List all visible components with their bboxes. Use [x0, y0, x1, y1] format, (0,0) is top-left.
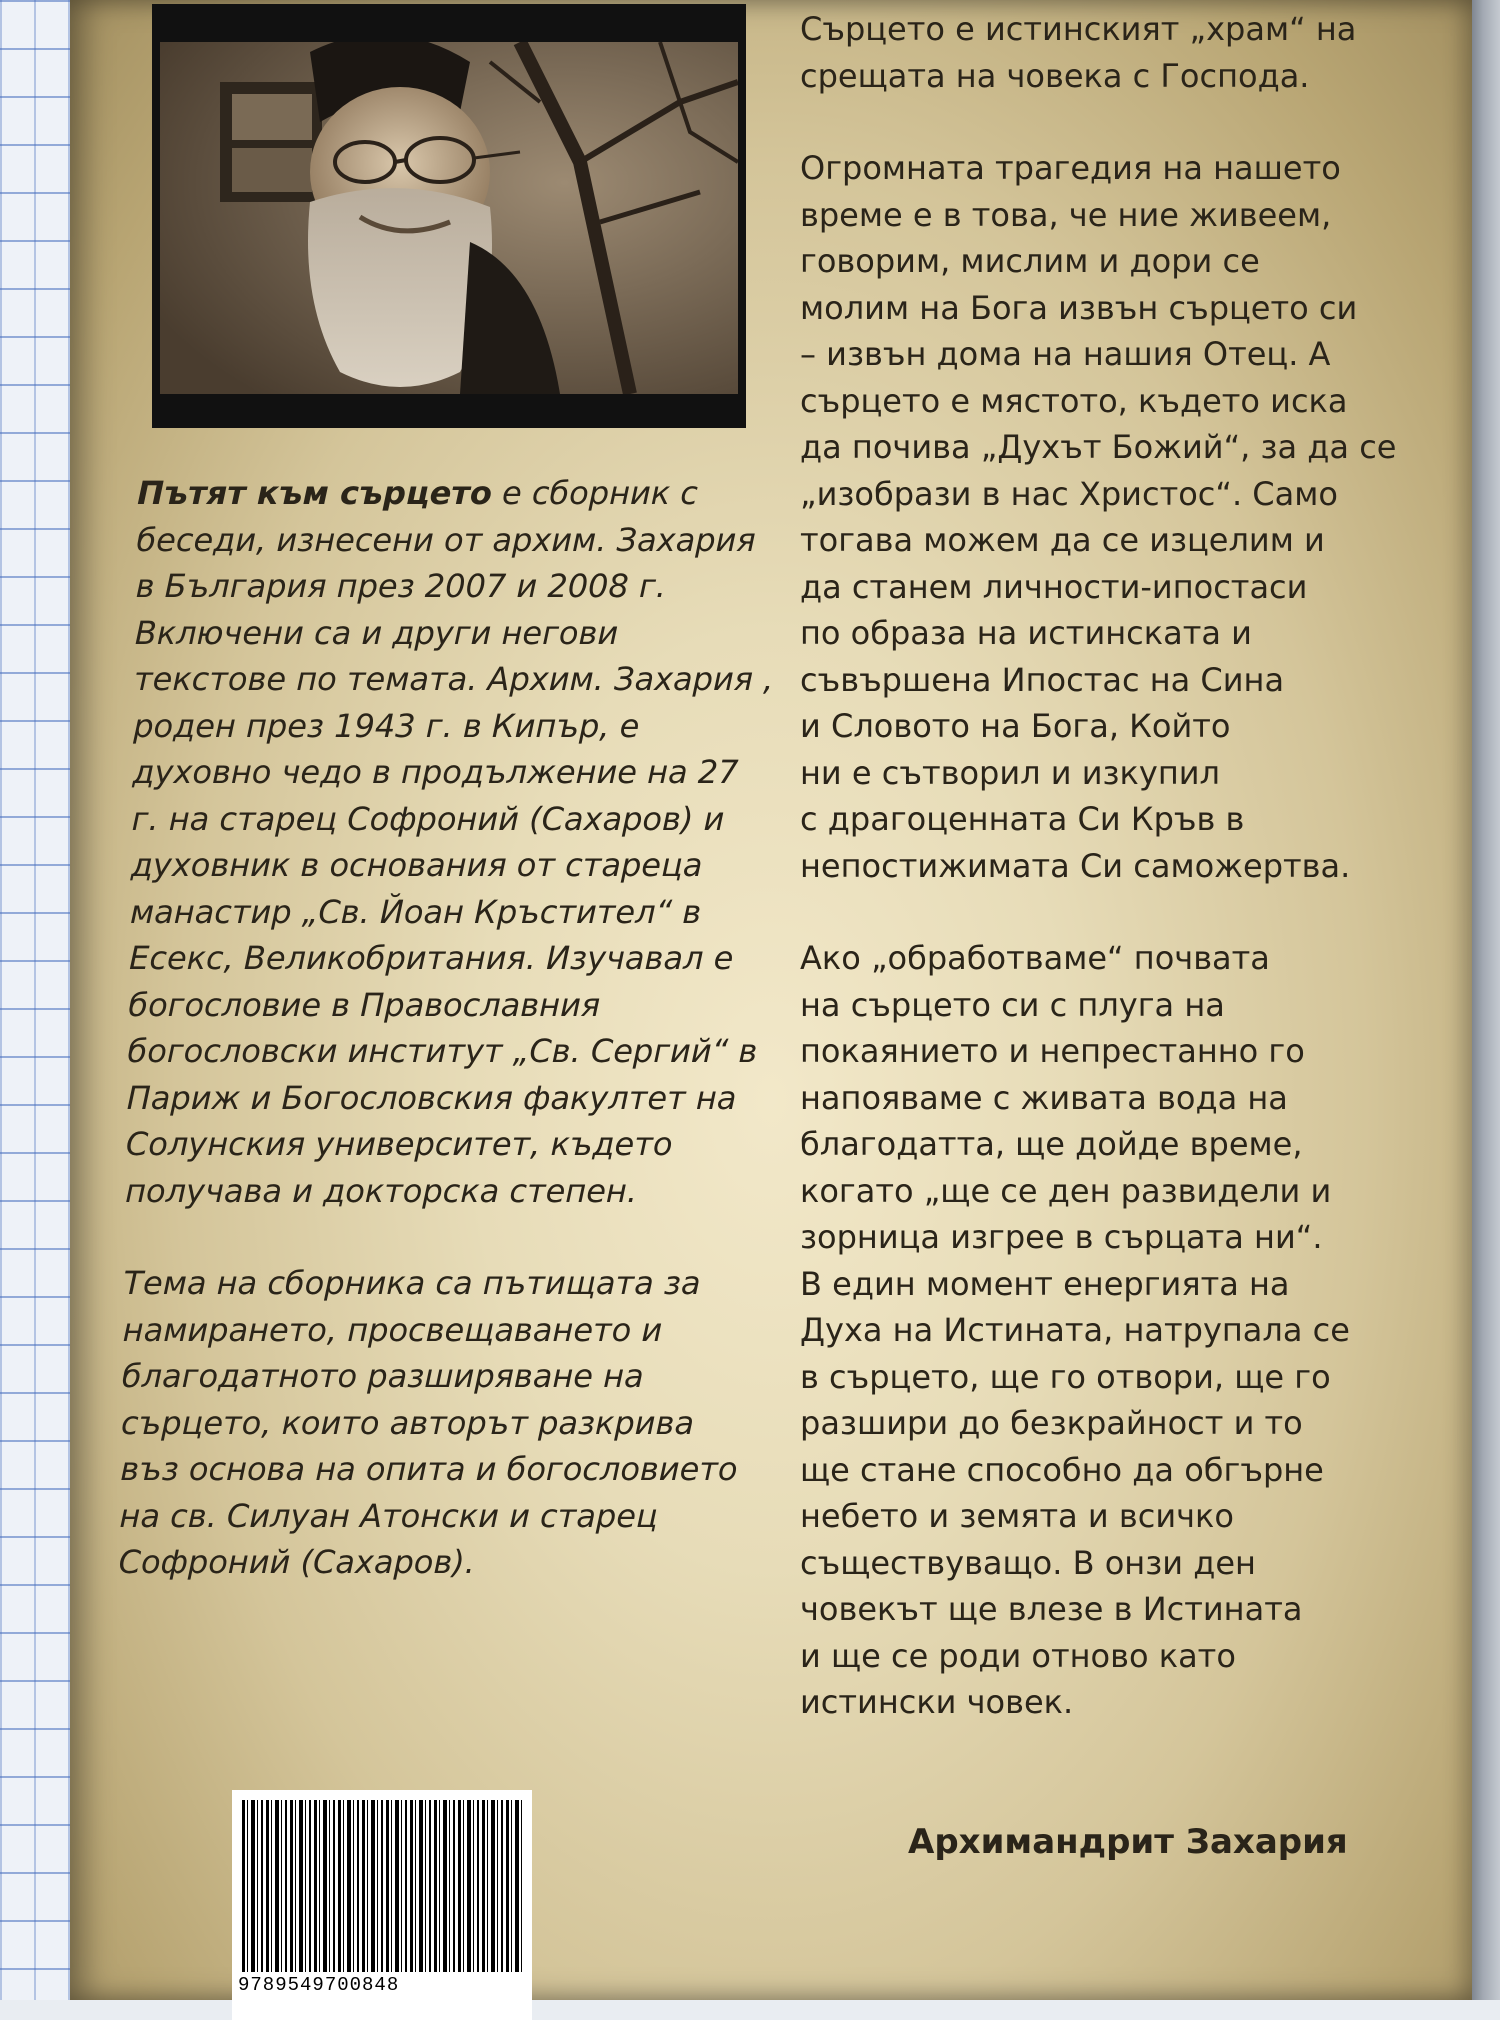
- text-line: „изобрази в нас Христос“. Само: [800, 474, 1338, 513]
- book-description-column: [118, 470, 777, 1586]
- text-line: ще стане способно да обгърне: [800, 1450, 1324, 1489]
- description-paragraph-1: [125, 470, 778, 1214]
- text-line: в сърцето, ще го отвори, ще го: [800, 1357, 1331, 1396]
- text-line: Сърцето е истинският „храм“ на: [800, 10, 1357, 48]
- page-edge: [1472, 0, 1500, 2000]
- text-line: небето и земята и всичко: [800, 1497, 1234, 1535]
- description-text: е сборник с беседи, изнесени от архим. Захария в България през 2007 и 2008 г. Включени са и други негови текстове по темата. Архим. Захария , роден през 1943 г. в Кипър, е духовно чедо в продължение на 27 г. на старец Софроний (Сахаров) и духовник в основания от стареца манастир „Св. Йоан Кръстител“ в Есекс, Великобритания. Изучавал е богословие в Православния богословски институт „Св. Сергий“ в Париж и Богословския факултет на Солунския университет, където получава и докторска степен.: [124, 474, 774, 1210]
- text-line: да почива „Духът Божий“, за да се: [800, 428, 1397, 466]
- text-line: срещата на човека с Господа.: [800, 56, 1310, 95]
- author-portrait-image: [160, 42, 738, 394]
- author-photo: [160, 42, 738, 394]
- text-line: и ще се роди отново като: [800, 1636, 1236, 1675]
- text-line: говорим, мислим и дори се: [800, 242, 1260, 280]
- text-line: съществуващо. В онзи ден: [800, 1543, 1256, 1582]
- text-line: непостижимата Си саможертва.: [800, 846, 1351, 885]
- author-signature: Архимандрит Захария: [908, 1822, 1348, 1862]
- barcode-number: 9789549700848: [238, 1974, 400, 1996]
- text-line: на сърцето си с плуга на: [800, 985, 1225, 1024]
- quote-paragraph-3: [800, 935, 1480, 1726]
- quote-paragraph-2: [800, 145, 1480, 889]
- text-line: сърцето е мястото, където иска: [800, 381, 1348, 420]
- barcode-bars: [242, 1800, 522, 1972]
- text-line: тогава можем да се изцелим и: [800, 521, 1325, 559]
- text-line: ни е сътворил и изкупил: [800, 753, 1220, 792]
- text-line: В един момент енергията на: [800, 1264, 1290, 1303]
- text-line: съвършена Ипостас на Сина: [800, 660, 1285, 699]
- text-line: да станем личности-ипостаси: [800, 567, 1308, 606]
- book-title: Пътят към сърцето: [137, 474, 493, 512]
- author-photo-frame: [152, 4, 746, 428]
- text-line: молим на Бога извън сърцето си: [800, 288, 1358, 327]
- text-line: напояваме с живата вода на: [800, 1078, 1288, 1117]
- text-line: разшири до безкрайност и то: [800, 1404, 1303, 1442]
- description-paragraph-2: Тема на сборника са пътищата за намирането, просвещаването и благодатното разширяване на сърцето, които авторът разкрива въз основа на опита и богословието на св. Силуан Атонски и старец Софроний (Сахаров).: [118, 1264, 738, 1581]
- text-line: благодатта, ще дойде време,: [800, 1125, 1303, 1163]
- text-line: истински човек.: [800, 1683, 1074, 1721]
- text-line: Ако „обработваме“ почвата: [800, 939, 1270, 977]
- text-line: с драгоценната Си Кръв в: [800, 800, 1245, 838]
- text-line: Огромната трагедия на нашето: [800, 149, 1341, 187]
- text-line: зорница изгрее в сърцата ни“.: [800, 1218, 1323, 1256]
- quote-paragraph-1: [800, 6, 1480, 99]
- notebook-grid-paper: [0, 0, 71, 2000]
- text-line: и Словото на Бога, Който: [800, 707, 1231, 745]
- text-line: – извън дома на нашия Отец. А: [800, 335, 1331, 373]
- text-line: време е в това, че ние живеем,: [800, 195, 1332, 234]
- isbn-barcode: [232, 1790, 532, 2020]
- text-line: покаянието и непрестанно го: [800, 1032, 1305, 1070]
- text-line: Духа на Истината, натрупала се: [800, 1311, 1350, 1349]
- text-line: човекът ще влезе в Истината: [800, 1590, 1303, 1628]
- quote-column: [800, 6, 1480, 1726]
- text-line: когато „ще се ден развидели и: [800, 1171, 1332, 1210]
- text-line: по образа на истинската и: [800, 614, 1252, 652]
- book-back-cover: [70, 0, 1472, 2000]
